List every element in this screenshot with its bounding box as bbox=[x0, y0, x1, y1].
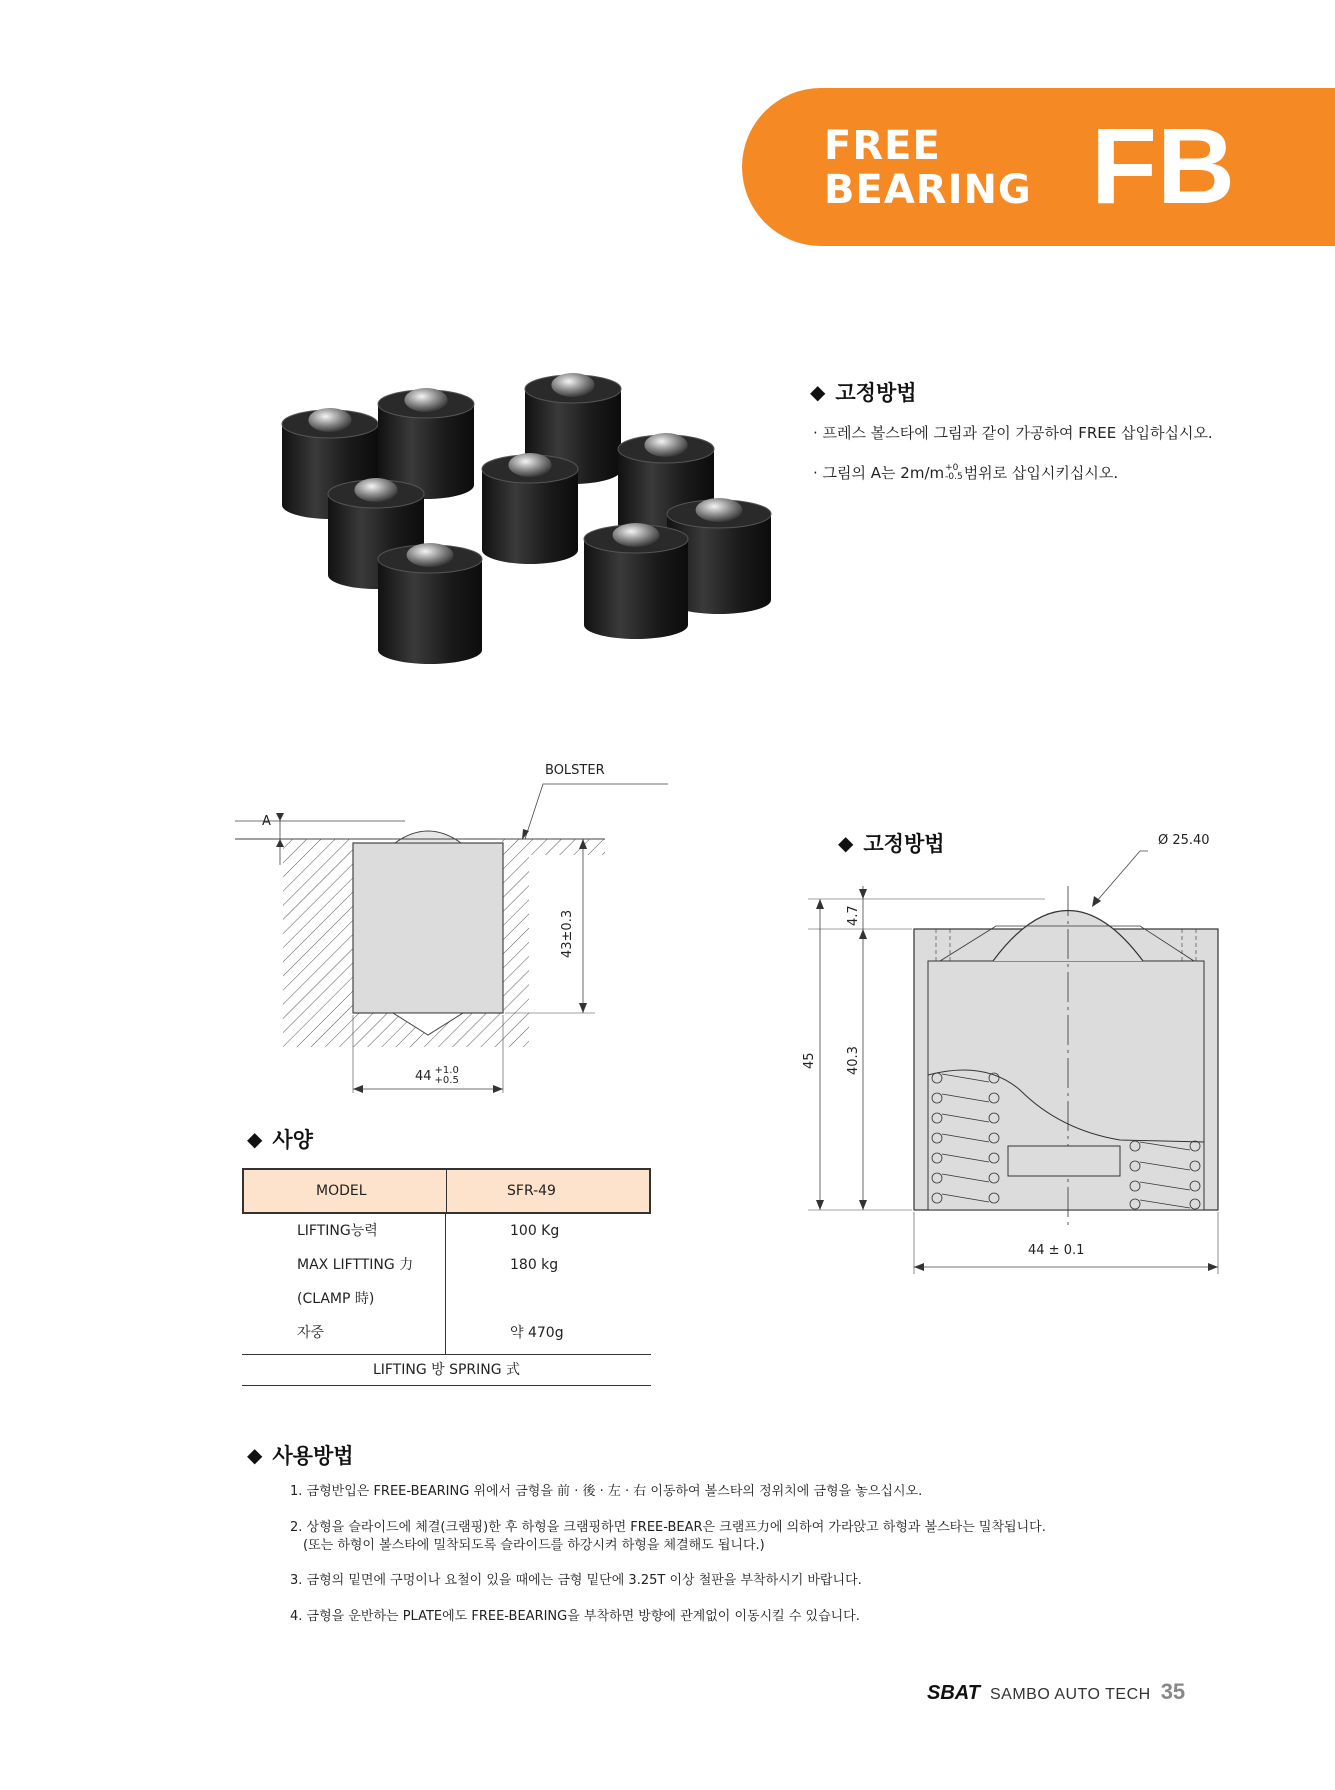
fixing-method-line1: · 프레스 볼스타에 그림과 같이 가공하여 FREE 삽입하십시오. bbox=[813, 424, 1213, 442]
dimension-heading-text: 고정방법 bbox=[863, 832, 945, 856]
spec-row-label: 자중 bbox=[297, 1325, 325, 1341]
fixing-method-line2 bbox=[813, 462, 1118, 483]
a-label: A bbox=[262, 814, 271, 829]
header-title-line1: FREE bbox=[824, 123, 941, 169]
page-number: 35 bbox=[1160, 1679, 1186, 1704]
spec-row-value: 100 Kg bbox=[510, 1223, 560, 1239]
steel-ball bbox=[308, 408, 351, 432]
cylinder-body bbox=[378, 559, 482, 664]
steel-ball bbox=[644, 433, 687, 457]
footer-company: SAMBO AUTO TECH bbox=[989, 1686, 1151, 1703]
header-tab bbox=[742, 88, 1335, 246]
bolster-leader-line bbox=[525, 784, 668, 839]
cylinder-body bbox=[584, 539, 688, 639]
fixing-method-heading bbox=[810, 377, 917, 407]
spec-col1-header: MODEL bbox=[244, 1170, 447, 1212]
spec-table-header bbox=[242, 1168, 651, 1214]
dim-45-label: 45 bbox=[802, 1052, 817, 1069]
dim-403-label: 40.3 bbox=[846, 1046, 861, 1075]
diamond-bullet-icon: ◆ bbox=[838, 831, 854, 855]
spec-row-value: 약 470g bbox=[510, 1325, 564, 1341]
usage-item: 4. 금형을 운반하는 PLATE에도 FREE-BEARING을 부착하면 방향에 관계없이 이동시킬 수 있습니다. bbox=[290, 1609, 860, 1624]
header-title-line2: BEARING bbox=[824, 167, 1032, 213]
diamond-bullet-icon: ◆ bbox=[247, 1443, 263, 1467]
usage-heading bbox=[247, 1440, 354, 1470]
spec-row-label: MAX LIFTTING 力 bbox=[297, 1257, 414, 1273]
usage-item: 1. 금형반입은 FREE-BEARING 위에서 금형을 前 · 後 · 左 · 右 이동하여 볼스타의 정위치에 금형을 놓으십시오. bbox=[290, 1484, 923, 1499]
spec-table-footer: LIFTING 방 SPRING 式 bbox=[242, 1354, 651, 1386]
header-title bbox=[824, 124, 1032, 212]
width-dim-label bbox=[415, 1066, 459, 1086]
fixing-method-line2-suffix: 범위로 삽입시키십시오. bbox=[963, 464, 1119, 482]
dim-44-label: 44 ± 0.1 bbox=[1028, 1243, 1085, 1258]
usage-heading-text: 사용방법 bbox=[272, 1444, 354, 1468]
fixing-method-heading-text: 고정방법 bbox=[835, 381, 917, 405]
usage-item-note: (또는 하형이 볼스타에 밀착되도록 슬라이드를 하강시켜 하형을 체결해도 됩니다.) bbox=[303, 1538, 765, 1553]
spec-heading-text: 사양 bbox=[272, 1128, 313, 1152]
footer-brand bbox=[927, 1679, 1185, 1705]
tolerance-upper: +0 bbox=[945, 462, 959, 473]
dim-47-label: 4.7 bbox=[846, 905, 861, 926]
usage-item: 2. 상형을 슬라이드에 체결(크램핑)한 후 하형을 크램핑하면 FREE-BEAR은 크램프力에 의하여 가라앉고 하형과 볼스타는 밀착됩니다. bbox=[290, 1520, 1046, 1535]
steel-ball bbox=[613, 523, 660, 547]
diamond-bullet-icon: ◆ bbox=[810, 380, 826, 404]
diamond-bullet-icon: ◆ bbox=[247, 1127, 263, 1151]
spec-row-label: (CLAMP 時) bbox=[297, 1291, 375, 1307]
footer-logo: SBAT bbox=[927, 1682, 980, 1704]
spec-row-label: LIFTING능력 bbox=[297, 1223, 378, 1239]
fixing-method-line2-prefix: · 그림의 A는 2m/m bbox=[813, 464, 945, 482]
bolster-label: BOLSTER bbox=[545, 763, 605, 778]
bearing-body bbox=[353, 843, 503, 1013]
diameter-label: Ø 25.40 bbox=[1158, 833, 1210, 848]
tolerance-stack bbox=[945, 464, 963, 482]
product-photo bbox=[240, 360, 840, 710]
spec-col2-header: SFR-49 bbox=[507, 1183, 556, 1199]
tolerance-lower: -0.5 bbox=[945, 471, 963, 482]
bolster-hatch-right bbox=[502, 839, 605, 1047]
width-tol-lower: +0.5 bbox=[434, 1075, 459, 1086]
width-tol-upper: +1.0 bbox=[434, 1065, 459, 1076]
bearing-cylinders bbox=[282, 373, 771, 664]
bearing-ball bbox=[395, 831, 461, 843]
installation-drawing bbox=[235, 755, 675, 1095]
header-code: FB bbox=[1091, 105, 1235, 226]
usage-item: 3. 금형의 밑면에 구멍이나 요철이 있을 때에는 금형 밑단에 3.25T 이상 철판을 부착하시기 바랍니다. bbox=[290, 1573, 862, 1588]
height-dim-label: 43±0.3 bbox=[560, 909, 575, 958]
spec-table bbox=[242, 1168, 651, 1386]
steel-ball bbox=[696, 498, 743, 522]
dimension-drawing bbox=[800, 850, 1230, 1280]
steel-ball bbox=[354, 478, 397, 502]
width-dim-value: 44 bbox=[415, 1068, 432, 1084]
spec-row-value: 180 kg bbox=[510, 1257, 559, 1273]
steel-ball bbox=[407, 543, 454, 567]
steel-ball bbox=[508, 453, 551, 477]
steel-ball bbox=[551, 373, 594, 397]
spec-table-body bbox=[242, 1214, 651, 1354]
width-dim-tolerance bbox=[435, 1066, 459, 1086]
steel-ball bbox=[404, 388, 447, 412]
spec-heading bbox=[247, 1124, 313, 1154]
